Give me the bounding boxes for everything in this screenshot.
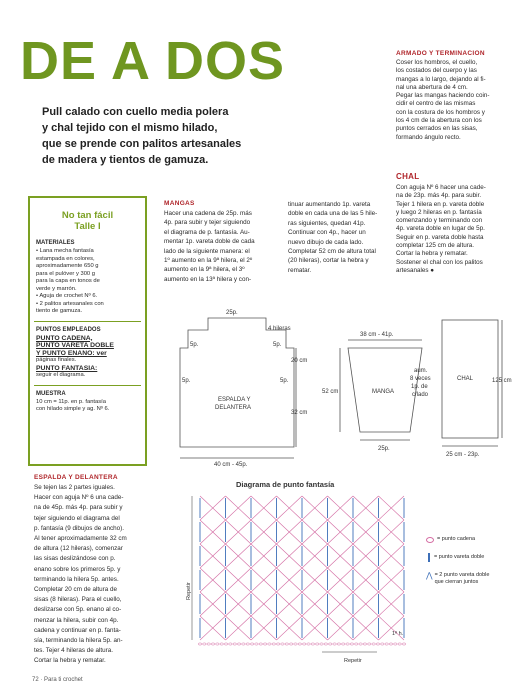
materiales-text: [36, 248, 145, 316]
text-line: 4p. para subir y tejer siguiendo: [164, 219, 251, 227]
text-line: con hilado simple y ag. Nº 6.: [36, 406, 110, 412]
divider: [34, 385, 141, 386]
text-line: 1º aumento en la 9ª hilera, el 2º: [164, 257, 253, 265]
chain-stitch: [216, 643, 220, 645]
chain-stitch: [294, 643, 298, 645]
text-line: • Aguja de crochet Nº 6.: [36, 293, 98, 299]
text-line: Al tener aproximadamente 32 cm: [34, 535, 127, 543]
mangas-heading: MANGAS: [164, 200, 195, 207]
subtitle-line: de madera y tientos de gamuza.: [42, 154, 209, 166]
chain-stitch: [394, 643, 398, 645]
schematic-label: MANGA: [372, 389, 395, 395]
first-row-label: 1º h.: [392, 631, 404, 637]
puntos-heading: PUNTOS EMPLEADOS: [36, 326, 101, 333]
subtitle-line: que se prende con palitos artesanales: [42, 138, 242, 150]
text-line: enano sobre los primeros 5p. y: [34, 565, 121, 573]
chain-stitch: [259, 643, 263, 645]
text-line: aproximadamente 650 g: [36, 263, 99, 269]
text-line: Con aguja Nº 6 hacer una cade-: [396, 184, 486, 191]
text-line: deslizarse con 5p. enano al co-: [34, 606, 122, 614]
text-line: tes. Tejer 4 hileras de altura.: [34, 647, 113, 655]
text-line: nuevo dibujo de cada lado.: [288, 238, 364, 246]
text-line: comenzando y terminando con: [396, 217, 483, 225]
schematic-label: CHAL: [457, 376, 474, 382]
chain-stitch: [328, 643, 332, 645]
text-line: formando ángulo recto.: [396, 133, 461, 141]
text-line: Hacer una cadena de 25p. más: [164, 210, 252, 217]
chain-stitch: [307, 643, 311, 645]
text-line: páginas finales.: [36, 357, 77, 363]
text-line: menzar la hilera, subir con 4p.: [34, 616, 119, 624]
text-line: Continuar con 4p., hacer un: [288, 229, 366, 237]
chain-stitch: [398, 643, 402, 645]
schematic-label: DELANTERA: [215, 405, 252, 411]
espalda-section: [34, 474, 158, 667]
schematic-label: 125 cm: [492, 378, 512, 384]
text-line: puntos cerrados en las sisas,: [396, 125, 478, 133]
text-line: doble en cada una de las 5 hile-: [288, 210, 378, 218]
text-line: Pegar las mangas haciendo coin-: [396, 92, 490, 100]
pattern-schematic: [160, 300, 526, 470]
page-footer: 72 · Para ti crochet: [32, 677, 83, 683]
text-line: nal una abertura de 4 cm.: [396, 83, 468, 91]
schematic-label: 5p.: [190, 342, 199, 348]
text-line: • Lana mecha fantasía: [36, 248, 94, 254]
chain-stitch: [363, 643, 367, 645]
text-line: para la capa en tonos de: [36, 278, 100, 284]
chain-stitch: [376, 643, 380, 645]
muestra-heading: MUESTRA: [36, 390, 66, 397]
mangas-text-col2: [288, 200, 394, 275]
schematic-label: 8 veces: [410, 376, 431, 382]
chain-stitch: [255, 643, 259, 645]
text-line: 4p. vareta doble en lugar de 5p.: [396, 225, 485, 233]
text-line: sía, terminando la hilera 5p. an-: [34, 637, 123, 645]
espalda-text: [34, 483, 158, 667]
chain-stitch: [211, 643, 215, 645]
legend-item: [426, 536, 526, 543]
text-line: sisas (8 hileras). Para el cuello,: [34, 596, 122, 604]
chain-stitch: [315, 643, 319, 645]
puntos-text: [36, 335, 145, 380]
chain-stitch: [350, 643, 354, 645]
materiales-heading: MATERIALES: [36, 240, 75, 246]
treble-cluster-icon: ⋀: [426, 571, 433, 580]
schematic-label: 52 cm: [322, 389, 339, 395]
chain-stitch: [367, 643, 371, 645]
text-line: Hacer con aguja Nº 6 una cade-: [34, 494, 124, 502]
chain-stitch-icon: [426, 537, 434, 543]
mangas-text-col1: [164, 209, 282, 284]
schematic-label: 5p.: [182, 378, 191, 384]
text-line: na de 23p. más 4p. para subir.: [396, 192, 482, 200]
text-line: los costados del cuerpo y las: [396, 67, 477, 75]
divider: [34, 321, 141, 322]
text-line: verde y marrón.: [36, 285, 77, 292]
chain-stitch: [380, 643, 384, 645]
mangas-section: [164, 200, 282, 284]
treble-stitch-icon: [428, 553, 430, 562]
difficulty-text: No tan fácil: [61, 210, 114, 221]
chain-stitch: [285, 643, 289, 645]
text-line: tinuar aumentando 1p. vareta: [288, 201, 371, 208]
text-line: terminando la hilera 5p. antes.: [34, 575, 119, 583]
chain-stitch: [354, 643, 358, 645]
chain-stitch: [324, 643, 328, 645]
text-line: p. fantasía (9 dibujos de ancho).: [34, 524, 124, 532]
schematic-label: 40 cm - 45p.: [214, 462, 248, 468]
chain-stitch: [268, 643, 272, 645]
text-line: Tejer 1 hilera en p. vareta doble: [396, 200, 485, 208]
text-line: aumento en la 9ª hilera, el 3º: [164, 266, 245, 274]
legend-text-line: que cierran juntos: [434, 579, 479, 585]
text-line: completar 125 cm de altura.: [396, 242, 475, 250]
chain-stitch: [320, 643, 324, 645]
chain-stitch: [237, 643, 241, 645]
chain-stitch: [233, 643, 237, 645]
text-line: 10 cm = 11p. en p. fantasía: [36, 398, 106, 405]
text-line: (20 hileras), cortar la hebra y: [288, 257, 369, 265]
text-line: tejer siguiendo el diagrama del: [34, 514, 120, 522]
text-line: PUNTO VARETA DOBLE: [36, 342, 114, 349]
text-line: con la costura de los hombros y: [396, 108, 485, 116]
chain-stitch: [224, 643, 228, 645]
repetir-side-label: Repetir: [186, 582, 192, 600]
text-line: ras siguientes, quedan 41p.: [288, 219, 366, 227]
chain-stitch: [272, 643, 276, 645]
schematic-label: aum.: [414, 368, 428, 374]
chain-stitch: [242, 643, 246, 645]
chain-stitch: [276, 643, 280, 645]
chain-stitch: [207, 643, 211, 645]
text-line: Completar 20 cm de altura de: [34, 586, 117, 594]
difficulty-label: [30, 210, 145, 232]
chain-stitch: [281, 643, 285, 645]
chain-stitch: [198, 643, 202, 645]
chain-stitch: [333, 643, 337, 645]
legend-item: [426, 572, 526, 586]
text-line: Y PUNTO ENANO: ver: [36, 349, 107, 357]
schematic-label: 5p.: [280, 378, 289, 384]
armado-text: [396, 59, 524, 142]
text-line: cidir el centro de las mismas: [396, 100, 476, 108]
text-line: na de 45p. más 4p. para subir y: [34, 504, 123, 512]
schematic-label: 5p.: [273, 342, 282, 348]
text-line: Completar 52 cm de altura total: [288, 248, 376, 256]
chain-stitch: [372, 643, 376, 645]
legend-text: = punto vareta doble: [434, 554, 485, 560]
subtitle-line: y chal tejido con el mismo hilado,: [42, 122, 218, 134]
text-line: para el pulóver y 300 g: [36, 270, 95, 277]
legend-text: = punto cadena: [437, 536, 476, 542]
size-text: Talle I: [74, 221, 101, 232]
chain-stitch: [203, 643, 207, 645]
chain-stitch: [229, 643, 233, 645]
schematic-label: 38 cm - 41p.: [360, 332, 394, 338]
text-line: las sisas deslizándose con p.: [34, 555, 116, 563]
chain-stitch: [359, 643, 363, 645]
schematic-label: 25 cm - 23p.: [446, 452, 480, 458]
muestra-text: [36, 399, 145, 414]
text-line: mentar 1p. vareta doble de cada: [164, 238, 255, 246]
diagram-title: Diagrama de punto fantasía: [236, 480, 335, 489]
espalda-heading: ESPALDA Y DELANTERA: [34, 474, 118, 481]
chal-text: [396, 184, 524, 275]
chain-stitch: [302, 643, 306, 645]
text-line: aumento en la 13ª hilera y con-: [164, 275, 252, 283]
legend-text-line: = 2 punto vareta doble: [434, 572, 490, 578]
diagram-legend: [426, 536, 526, 586]
text-line: PUNTO FANTASIA:: [36, 364, 98, 372]
text-line: rematar.: [288, 266, 312, 274]
subtitle-line: Pull calado con cuello media polera: [42, 106, 229, 118]
text-line: Coser los hombros, el cuello,: [396, 59, 478, 66]
chain-stitch: [346, 643, 350, 645]
text-line: estampada en colores,: [36, 255, 95, 262]
schematic-label: 20 cm: [291, 358, 308, 364]
text-line: el diagrama de p. fantasía. Au-: [164, 228, 250, 236]
text-line: mangas a lo largo, dejando al fi-: [396, 75, 486, 83]
text-line: Sostener el chal con los palitos: [396, 258, 483, 266]
chal-section: [396, 172, 524, 275]
text-line: Seguir en p. vareta doble hasta: [396, 233, 484, 241]
chain-stitch: [341, 643, 345, 645]
text-line: Se tejen las 2 partes iguales.: [34, 484, 115, 491]
text-line: de altura (12 hileras), comenzar: [34, 545, 123, 553]
schematic-label: 32 cm: [291, 410, 308, 416]
text-line: cadena y continuar en p. fanta-: [34, 626, 121, 634]
chain-stitch: [263, 643, 267, 645]
stitch-diagram: [172, 490, 424, 666]
text-line: los 4 cm de la abertura con los: [396, 117, 482, 125]
espalda-outline: [180, 318, 294, 447]
legend-item: [426, 553, 526, 562]
text-line: artesanales ●: [396, 266, 435, 274]
text-line: Cortar la hebra y rematar.: [34, 657, 106, 665]
text-line: lado de la siguiente manera: el: [164, 247, 250, 255]
text-line: • 2 palitos artesanales con: [36, 300, 104, 307]
text-line: Cortar la hebra y rematar.: [396, 250, 468, 258]
repetir-bottom-label: Repetir: [344, 658, 362, 664]
legend-text: [435, 572, 490, 586]
schematic-label: ESPALDA Y: [218, 397, 251, 403]
chain-stitch: [311, 643, 315, 645]
schematic-label: 1p. de: [411, 384, 428, 390]
chain-stitch: [385, 643, 389, 645]
chain-stitch: [337, 643, 341, 645]
schematic-label: 4 hileras: [268, 326, 291, 332]
schematic-label: 25p.: [378, 446, 390, 452]
subtitle: [42, 104, 287, 168]
chain-stitch: [389, 643, 393, 645]
text-line: tiento de gamuza.: [36, 308, 83, 314]
text-line: seguir el diagrama.: [36, 372, 86, 378]
chain-stitch: [298, 643, 302, 645]
chain-stitch: [220, 643, 224, 645]
page-title: DE A DOS: [20, 31, 286, 91]
chain-stitch: [250, 643, 254, 645]
chain-stitch: [289, 643, 293, 645]
text-line: y luego 2 hileras en p. fantasía: [396, 208, 482, 216]
chain-stitch: [246, 643, 250, 645]
chain-stitch: [402, 643, 406, 645]
schematic-label: c/lado: [412, 392, 429, 398]
text-line: PUNTO CADENA,: [36, 334, 93, 342]
armado-heading: ARMADO Y TERMINACION: [396, 50, 485, 57]
info-box: [28, 196, 147, 466]
schematic-label: 25p.: [226, 310, 238, 316]
chal-heading: CHAL: [396, 172, 420, 181]
armado-section: [396, 50, 524, 142]
mangas-section-cont: [288, 200, 394, 275]
